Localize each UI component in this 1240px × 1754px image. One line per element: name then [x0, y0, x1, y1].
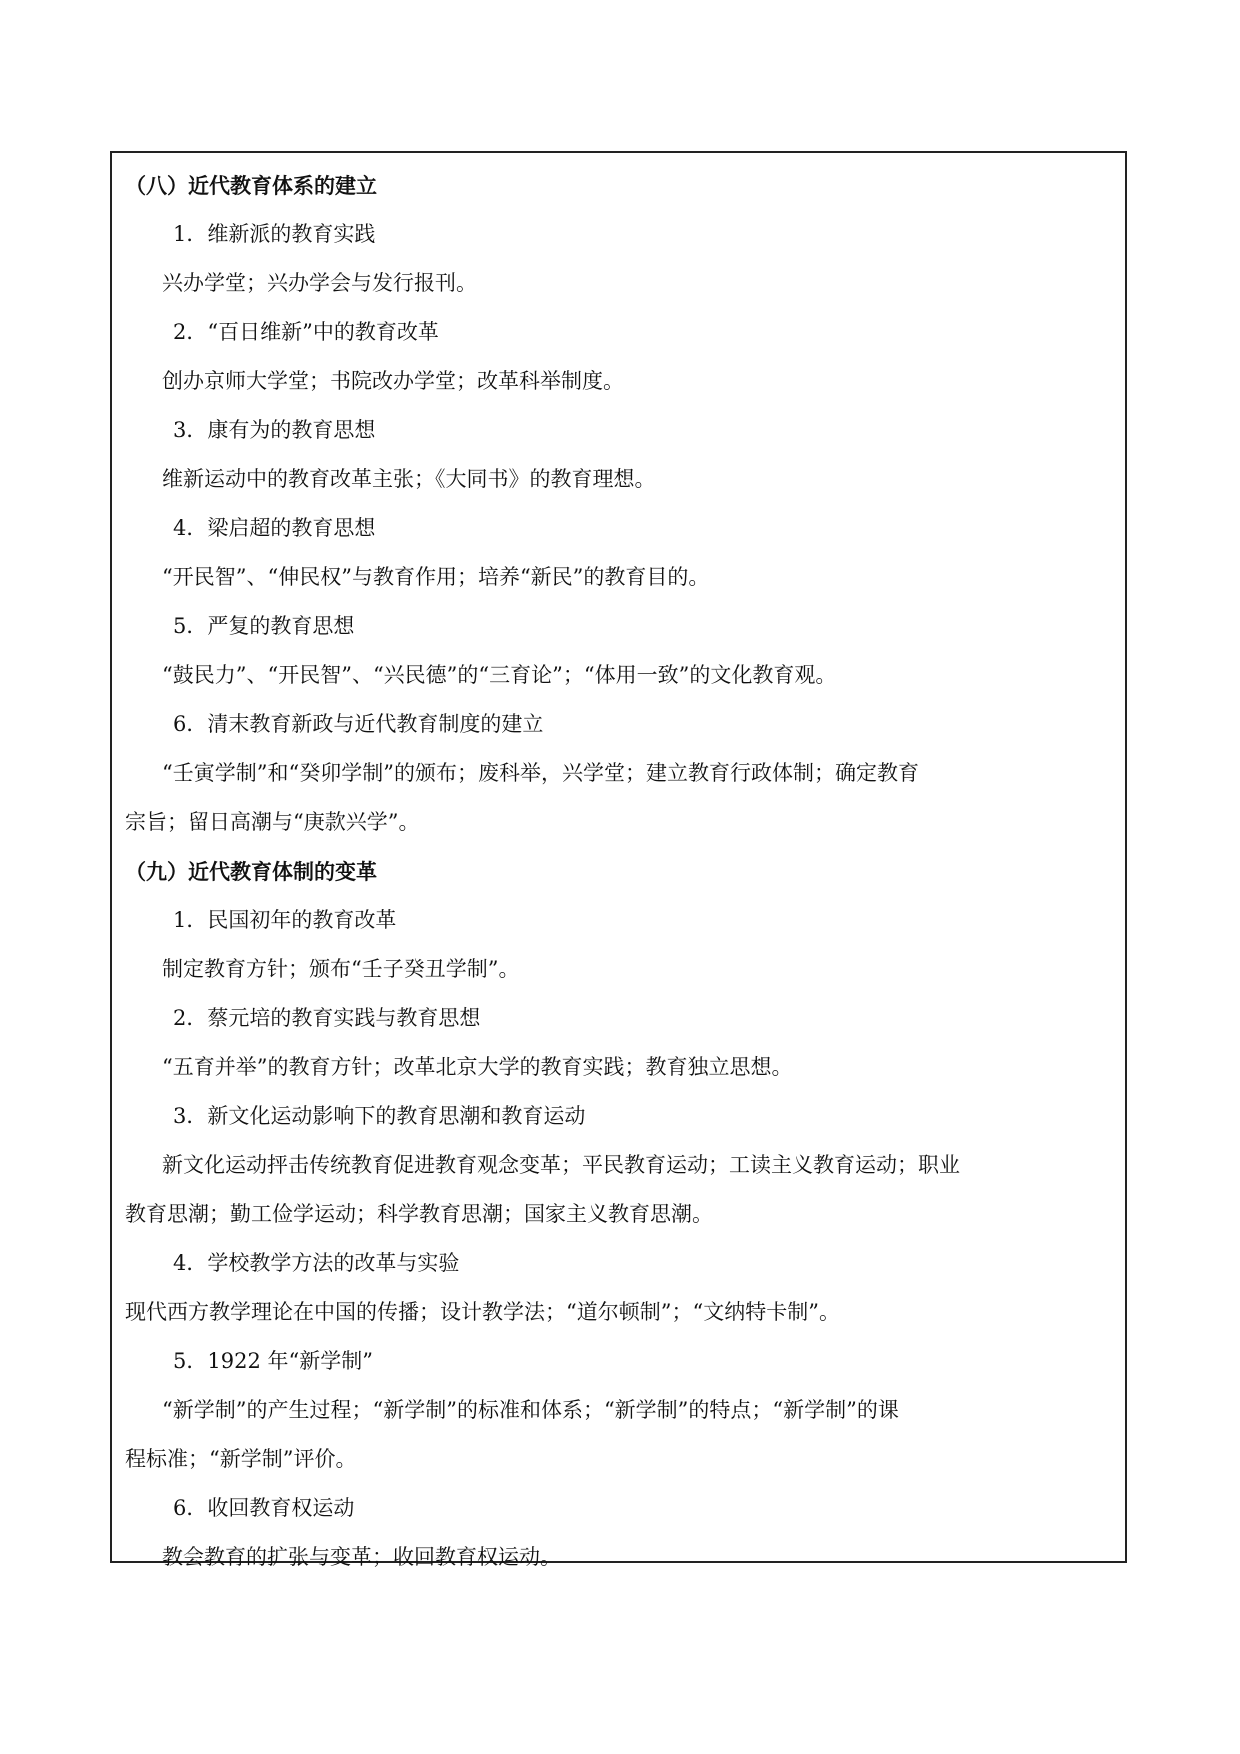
- section-8-item-5-title: 5．严复的教育思想: [173, 614, 355, 638]
- section-8-item-4-title: 4．梁启超的教育思想: [173, 516, 376, 540]
- section-9-item-5-text-line-2: 程标准；“新学制”评价。: [125, 1447, 357, 1471]
- section-8-item-6-text-line-1: “壬寅学制”和“癸卯学制”的颁布；废科举，兴学堂；建立教育行政体制；确定教育: [162, 761, 919, 785]
- content-table-frame: [110, 151, 1127, 1569]
- section-9-item-5-title: 5．1922 年“新学制”: [173, 1349, 373, 1373]
- section-9-item-2-title: 2．蔡元培的教育实践与教育思想: [173, 1006, 481, 1030]
- section-8-item-6-title: 6．清末教育新政与近代教育制度的建立: [173, 712, 544, 736]
- section-8-item-6-text-line-2: 宗旨；留日高潮与“庚款兴学”。: [125, 810, 420, 834]
- section-9-item-3-text-line-2: 教育思潮；勤工俭学运动；科学教育思潮；国家主义教育思潮。: [125, 1202, 713, 1226]
- section-8-item-3-title: 3．康有为的教育思想: [173, 418, 376, 442]
- section-9-heading: （九）近代教育体制的变革: [125, 859, 377, 884]
- section-9-item-3-text-line-1: 新文化运动抨击传统教育促进教育观念变革；平民教育运动；工读主义教育运动；职业: [162, 1153, 960, 1177]
- section-8-item-1-text: 兴办学堂；兴办学会与发行报刊。: [162, 271, 477, 295]
- section-9-item-4-text: 现代西方教学理论在中国的传播；设计教学法；“道尔顿制”；“文纳特卡制”。: [125, 1300, 840, 1324]
- section-9-item-3-title: 3．新文化运动影响下的教育思潮和教育运动: [173, 1104, 586, 1128]
- document-body: [125, 161, 1115, 1582]
- section-8-item-1-title: 1．维新派的教育实践: [173, 222, 376, 246]
- section-8-heading: （八）近代教育体系的建立: [125, 173, 377, 198]
- section-9-item-2-text: “五育并举”的教育方针；改革北京大学的教育实践；教育独立思想。: [162, 1055, 793, 1079]
- section-8-item-3-text: 维新运动中的教育改革主张；《大同书》的教育理想。: [162, 467, 656, 491]
- section-9-item-6-title: 6．收回教育权运动: [173, 1496, 355, 1520]
- section-9-item-5-text-line-1: “新学制”的产生过程；“新学制”的标准和体系；“新学制”的特点；“新学制”的课: [162, 1398, 899, 1422]
- section-8-item-5-text: “鼓民力”、“开民智”、“兴民德”的“三育论”；“体用一致”的文化教育观。: [162, 663, 837, 687]
- section-9-item-1-title: 1．民国初年的教育改革: [173, 908, 397, 932]
- section-8-item-2-title: 2．“百日维新”中的教育改革: [173, 320, 439, 344]
- section-8-item-2-text: 创办京师大学堂；书院改办学堂；改革科举制度。: [162, 369, 624, 393]
- section-8-item-4-text: “开民智”、“伸民权”与教育作用；培养“新民”的教育目的。: [162, 565, 710, 589]
- section-9-item-1-text: 制定教育方针；颁布“壬子癸丑学制”。: [162, 957, 520, 981]
- section-9-item-4-title: 4．学校教学方法的改革与实验: [173, 1251, 460, 1275]
- section-9-item-6-text: 教会教育的扩张与变革；收回教育权运动。: [162, 1545, 561, 1569]
